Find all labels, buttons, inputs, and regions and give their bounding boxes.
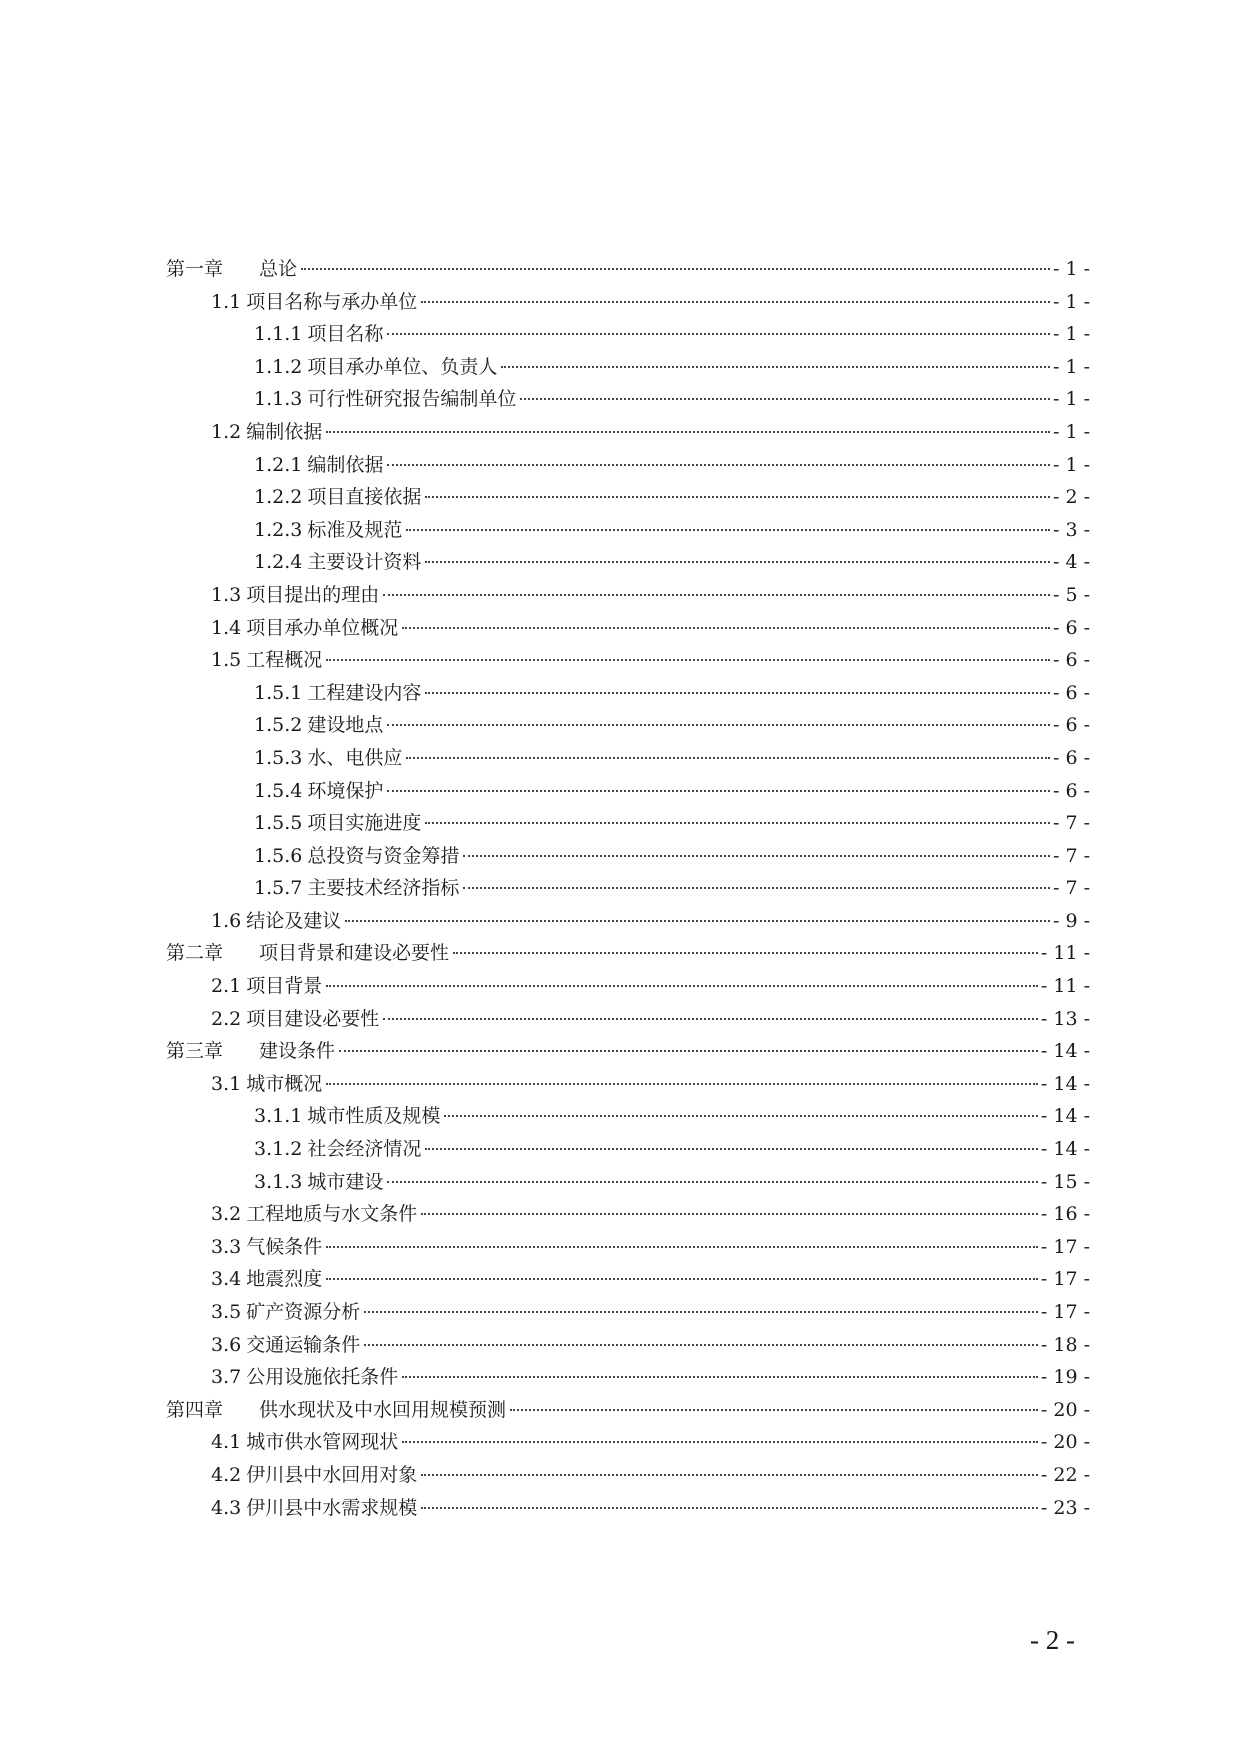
toc-entry[interactable]	[166, 905, 1090, 938]
toc-entry-number: 3.5	[211, 1301, 242, 1323]
toc-entry[interactable]	[166, 709, 1090, 742]
toc-entry[interactable]	[166, 318, 1090, 351]
toc-entry-page: - 17 -	[1040, 1268, 1090, 1291]
toc-entry-title: 公用设施依托条件	[246, 1366, 399, 1389]
toc-entry[interactable]	[166, 286, 1090, 319]
toc-entry[interactable]	[166, 514, 1090, 547]
dot-leader	[326, 659, 1050, 661]
toc-entry-number: 1.2.3	[254, 518, 303, 541]
toc-entry-page: - 18 -	[1040, 1333, 1090, 1356]
toc-entry-page: - 6 -	[1052, 616, 1090, 639]
dot-leader	[326, 1278, 1038, 1280]
toc-entry-title: 交通运输条件	[246, 1333, 361, 1356]
dot-leader	[383, 594, 1050, 596]
toc-entry[interactable]	[166, 351, 1090, 384]
toc-entry-title: 项目建设必要性	[246, 1007, 380, 1030]
toc-entry-number: 第四章	[166, 1398, 224, 1421]
toc-entry-title: 工程建设内容	[307, 681, 422, 704]
toc-entry-page: - 13 -	[1040, 1007, 1090, 1030]
toc-entry-title: 项目背景	[246, 975, 323, 998]
toc-entry[interactable]	[166, 383, 1090, 416]
toc-entry-number: 3.4	[211, 1268, 242, 1291]
toc-entry[interactable]	[166, 1329, 1090, 1362]
toc-entry[interactable]	[166, 546, 1090, 579]
toc-entry-number: 1.1.1	[254, 323, 303, 346]
toc-entry[interactable]	[166, 742, 1090, 775]
toc-entry[interactable]	[166, 1166, 1090, 1199]
table-of-contents	[166, 253, 1090, 1524]
toc-entry[interactable]	[166, 807, 1090, 840]
toc-entry-number: 4.2	[211, 1463, 242, 1486]
toc-entry-page: - 6 -	[1052, 681, 1090, 704]
toc-entry[interactable]	[166, 1133, 1090, 1166]
dot-leader	[501, 366, 1050, 368]
toc-entry-title: 建设地点	[307, 714, 384, 737]
toc-entry-page: - 1 -	[1052, 388, 1090, 411]
toc-entry-page: - 16 -	[1040, 1203, 1090, 1226]
toc-entry-page: - 1 -	[1052, 323, 1090, 346]
toc-entry[interactable]	[166, 579, 1090, 612]
toc-entry-page: - 19 -	[1040, 1366, 1090, 1389]
toc-entry-number: 1.1	[211, 290, 242, 313]
toc-entry[interactable]	[166, 416, 1090, 449]
toc-entry-title: 社会经济情况	[307, 1138, 422, 1161]
toc-entry-number: 2.2	[211, 1007, 242, 1030]
toc-entry-title: 总投资与资金筹措	[307, 844, 460, 867]
dot-leader	[510, 1409, 1038, 1411]
dot-leader	[425, 692, 1050, 694]
toc-entry-title: 矿产资源分析	[246, 1301, 361, 1323]
toc-entry-title: 伊川县中水需求规模	[246, 1496, 418, 1519]
toc-entry-number: 1.5.6	[254, 844, 303, 867]
dot-leader	[387, 724, 1050, 726]
toc-entry-title: 供水现状及中水回用规模预测	[259, 1398, 507, 1421]
toc-entry-number: 1.1.2	[254, 355, 303, 378]
toc-entry[interactable]	[166, 1459, 1090, 1492]
toc-entry-number: 3.1.3	[254, 1170, 303, 1193]
dot-leader	[339, 1050, 1038, 1052]
dot-leader	[463, 887, 1050, 889]
toc-entry-page: - 5 -	[1052, 583, 1090, 606]
toc-entry-page: - 11 -	[1040, 942, 1090, 965]
toc-entry-number: 1.2.1	[254, 453, 303, 476]
toc-entry-number: 1.3	[211, 583, 242, 606]
toc-entry-page: - 1 -	[1052, 258, 1090, 280]
toc-entry-page: - 20 -	[1040, 1431, 1090, 1454]
dot-leader	[520, 398, 1050, 400]
toc-entry-title: 标准及规范	[307, 518, 403, 541]
toc-entry-number: 1.5.2	[254, 714, 303, 737]
toc-entry-number: 第二章	[166, 942, 224, 965]
toc-entry-title: 城市概况	[246, 1072, 323, 1095]
toc-entry[interactable]	[166, 970, 1090, 1003]
toc-entry[interactable]	[166, 1035, 1090, 1068]
dot-leader	[421, 1474, 1038, 1476]
toc-entry-number: 1.1.3	[254, 388, 303, 411]
toc-entry-title: 总论	[259, 258, 298, 280]
dot-leader	[301, 268, 1050, 270]
toc-entry-title: 城市性质及规模	[307, 1105, 441, 1128]
toc-entry-title: 项目提出的理由	[246, 583, 380, 606]
toc-entry[interactable]	[166, 612, 1090, 645]
toc-entry-title: 主要设计资料	[307, 551, 422, 574]
toc-entry-number: 3.6	[211, 1333, 242, 1356]
dot-leader	[425, 1148, 1038, 1150]
toc-entry-page: - 23 -	[1040, 1496, 1090, 1519]
toc-entry[interactable]	[166, 1198, 1090, 1231]
dot-leader	[364, 1344, 1038, 1346]
dot-leader	[421, 1213, 1038, 1215]
toc-entry-number: 1.2	[211, 420, 242, 443]
toc-entry-page: - 15 -	[1040, 1170, 1090, 1193]
toc-entry[interactable]	[166, 872, 1090, 905]
toc-entry[interactable]	[166, 677, 1090, 710]
toc-entry[interactable]	[166, 775, 1090, 808]
dot-leader	[345, 920, 1050, 922]
toc-entry-number: 4.3	[211, 1496, 242, 1519]
toc-entry[interactable]	[166, 481, 1090, 514]
toc-entry-number: 1.5.7	[254, 877, 303, 900]
dot-leader	[444, 1115, 1038, 1117]
toc-entry-page: - 2 -	[1052, 486, 1090, 509]
dot-leader	[364, 1311, 1038, 1313]
toc-entry-page: - 7 -	[1052, 812, 1090, 835]
toc-entry-number: 1.5.3	[254, 746, 303, 769]
toc-entry[interactable]	[166, 1100, 1090, 1133]
toc-entry-title: 主要技术经济指标	[307, 877, 460, 900]
toc-entry-number: 3.1	[211, 1072, 242, 1095]
toc-entry-title: 工程地质与水文条件	[246, 1203, 418, 1226]
dot-leader	[387, 790, 1050, 792]
dot-leader	[402, 1441, 1038, 1443]
dot-leader	[383, 1018, 1038, 1020]
dot-leader	[326, 431, 1050, 433]
toc-entry-title: 环境保护	[307, 779, 384, 802]
dot-leader	[421, 1507, 1038, 1509]
toc-entry-number: 1.2.2	[254, 486, 303, 509]
toc-entry-page: - 1 -	[1052, 355, 1090, 378]
dot-leader	[453, 952, 1038, 954]
toc-entry-page: - 7 -	[1052, 844, 1090, 867]
dot-leader	[326, 1246, 1038, 1248]
toc-entry-title: 编制依据	[307, 453, 384, 476]
toc-entry-title: 可行性研究报告编制单位	[307, 388, 517, 411]
dot-leader	[387, 1181, 1038, 1183]
dot-leader	[425, 496, 1050, 498]
toc-entry-page: - 17 -	[1040, 1301, 1090, 1323]
toc-entry-page: - 3 -	[1052, 518, 1090, 541]
toc-entry-title: 项目背景和建设必要性	[259, 942, 450, 965]
toc-entry-title: 项目名称	[307, 323, 384, 346]
toc-entry[interactable]	[166, 1231, 1090, 1264]
toc-entry-title: 建设条件	[259, 1040, 336, 1063]
toc-entry-page: - 4 -	[1052, 551, 1090, 574]
toc-entry[interactable]	[166, 1263, 1090, 1296]
toc-entry-title: 水、电供应	[307, 746, 403, 769]
toc-entry[interactable]	[166, 1296, 1090, 1329]
toc-entry-number: 1.2.4	[254, 551, 303, 574]
page-number: - 2 -	[1030, 1625, 1075, 1655]
toc-entry-number: 4.1	[211, 1431, 242, 1454]
toc-entry-title: 地震烈度	[246, 1268, 323, 1291]
toc-entry-page: - 14 -	[1040, 1105, 1090, 1128]
toc-entry-number: 1.6	[211, 909, 242, 932]
toc-entry[interactable]	[166, 1394, 1090, 1427]
dot-leader	[421, 301, 1050, 303]
dot-leader	[425, 822, 1050, 824]
toc-entry-page: - 20 -	[1040, 1398, 1090, 1421]
toc-entry-title: 项目名称与承办单位	[246, 290, 418, 313]
toc-entry[interactable]	[166, 1361, 1090, 1394]
toc-entry-title: 城市建设	[307, 1170, 384, 1193]
toc-entry-page: - 1 -	[1052, 420, 1090, 443]
toc-entry-page: - 14 -	[1040, 1138, 1090, 1161]
toc-entry-page: - 1 -	[1052, 290, 1090, 313]
toc-entry-number: 1.5.1	[254, 681, 303, 704]
toc-entry-title: 项目直接依据	[307, 486, 422, 509]
toc-entry-title: 工程概况	[246, 649, 323, 672]
dot-leader	[326, 1083, 1038, 1085]
toc-entry-title: 结论及建议	[246, 909, 342, 932]
toc-entry-number: 1.4	[211, 616, 242, 639]
toc-entry-title: 城市供水管网现状	[246, 1431, 399, 1454]
toc-entry-number: 3.2	[211, 1203, 242, 1226]
dot-leader	[406, 757, 1050, 759]
toc-entry-page: - 6 -	[1052, 779, 1090, 802]
toc-entry-title: 伊川县中水回用对象	[246, 1463, 418, 1486]
dot-leader	[406, 529, 1050, 531]
toc-entry[interactable]	[166, 840, 1090, 873]
toc-entry-page: - 6 -	[1052, 649, 1090, 672]
dot-leader	[463, 855, 1050, 857]
toc-entry-number: 3.7	[211, 1366, 242, 1389]
toc-entry-page: - 9 -	[1052, 909, 1090, 932]
dot-leader	[326, 985, 1038, 987]
toc-entry[interactable]	[166, 449, 1090, 482]
toc-entry-page: - 11 -	[1040, 975, 1090, 998]
toc-entry-title: 项目承办单位、负责人	[307, 355, 498, 378]
toc-entry-number: 第三章	[166, 1040, 224, 1063]
toc-entry-page: - 6 -	[1052, 746, 1090, 769]
toc-entry-number: 3.1.2	[254, 1138, 303, 1161]
toc-entry-title: 项目承办单位概况	[246, 616, 399, 639]
toc-entry-title: 项目实施进度	[307, 812, 422, 835]
toc-entry-page: - 14 -	[1040, 1040, 1090, 1063]
toc-entry-title: 编制依据	[246, 420, 323, 443]
toc-entry-page: - 17 -	[1040, 1235, 1090, 1258]
toc-entry[interactable]	[166, 253, 1090, 286]
toc-entry-page: - 22 -	[1040, 1463, 1090, 1486]
toc-entry-page: - 6 -	[1052, 714, 1090, 737]
toc-entry-number: 3.3	[211, 1235, 242, 1258]
toc-entry[interactable]	[166, 1003, 1090, 1036]
dot-leader	[387, 464, 1050, 466]
dot-leader	[402, 627, 1050, 629]
toc-entry-page: - 14 -	[1040, 1072, 1090, 1095]
toc-entry-number: 1.5.5	[254, 812, 303, 835]
toc-entry-page: - 7 -	[1052, 877, 1090, 900]
toc-entry[interactable]	[166, 937, 1090, 970]
toc-entry[interactable]	[166, 1068, 1090, 1101]
toc-entry-number: 1.5	[211, 649, 242, 672]
toc-entry-number: 2.1	[211, 975, 242, 998]
dot-leader	[402, 1376, 1038, 1378]
dot-leader	[425, 561, 1050, 563]
toc-entry-number: 1.5.4	[254, 779, 303, 802]
toc-entry-number: 3.1.1	[254, 1105, 303, 1128]
toc-entry-number: 第一章	[166, 258, 224, 280]
toc-entry[interactable]	[166, 644, 1090, 677]
toc-entry-title: 气候条件	[246, 1235, 323, 1258]
toc-entry-page: - 1 -	[1052, 453, 1090, 476]
toc-entry[interactable]	[166, 1492, 1090, 1525]
toc-entry[interactable]	[166, 1426, 1090, 1459]
dot-leader	[387, 333, 1050, 335]
